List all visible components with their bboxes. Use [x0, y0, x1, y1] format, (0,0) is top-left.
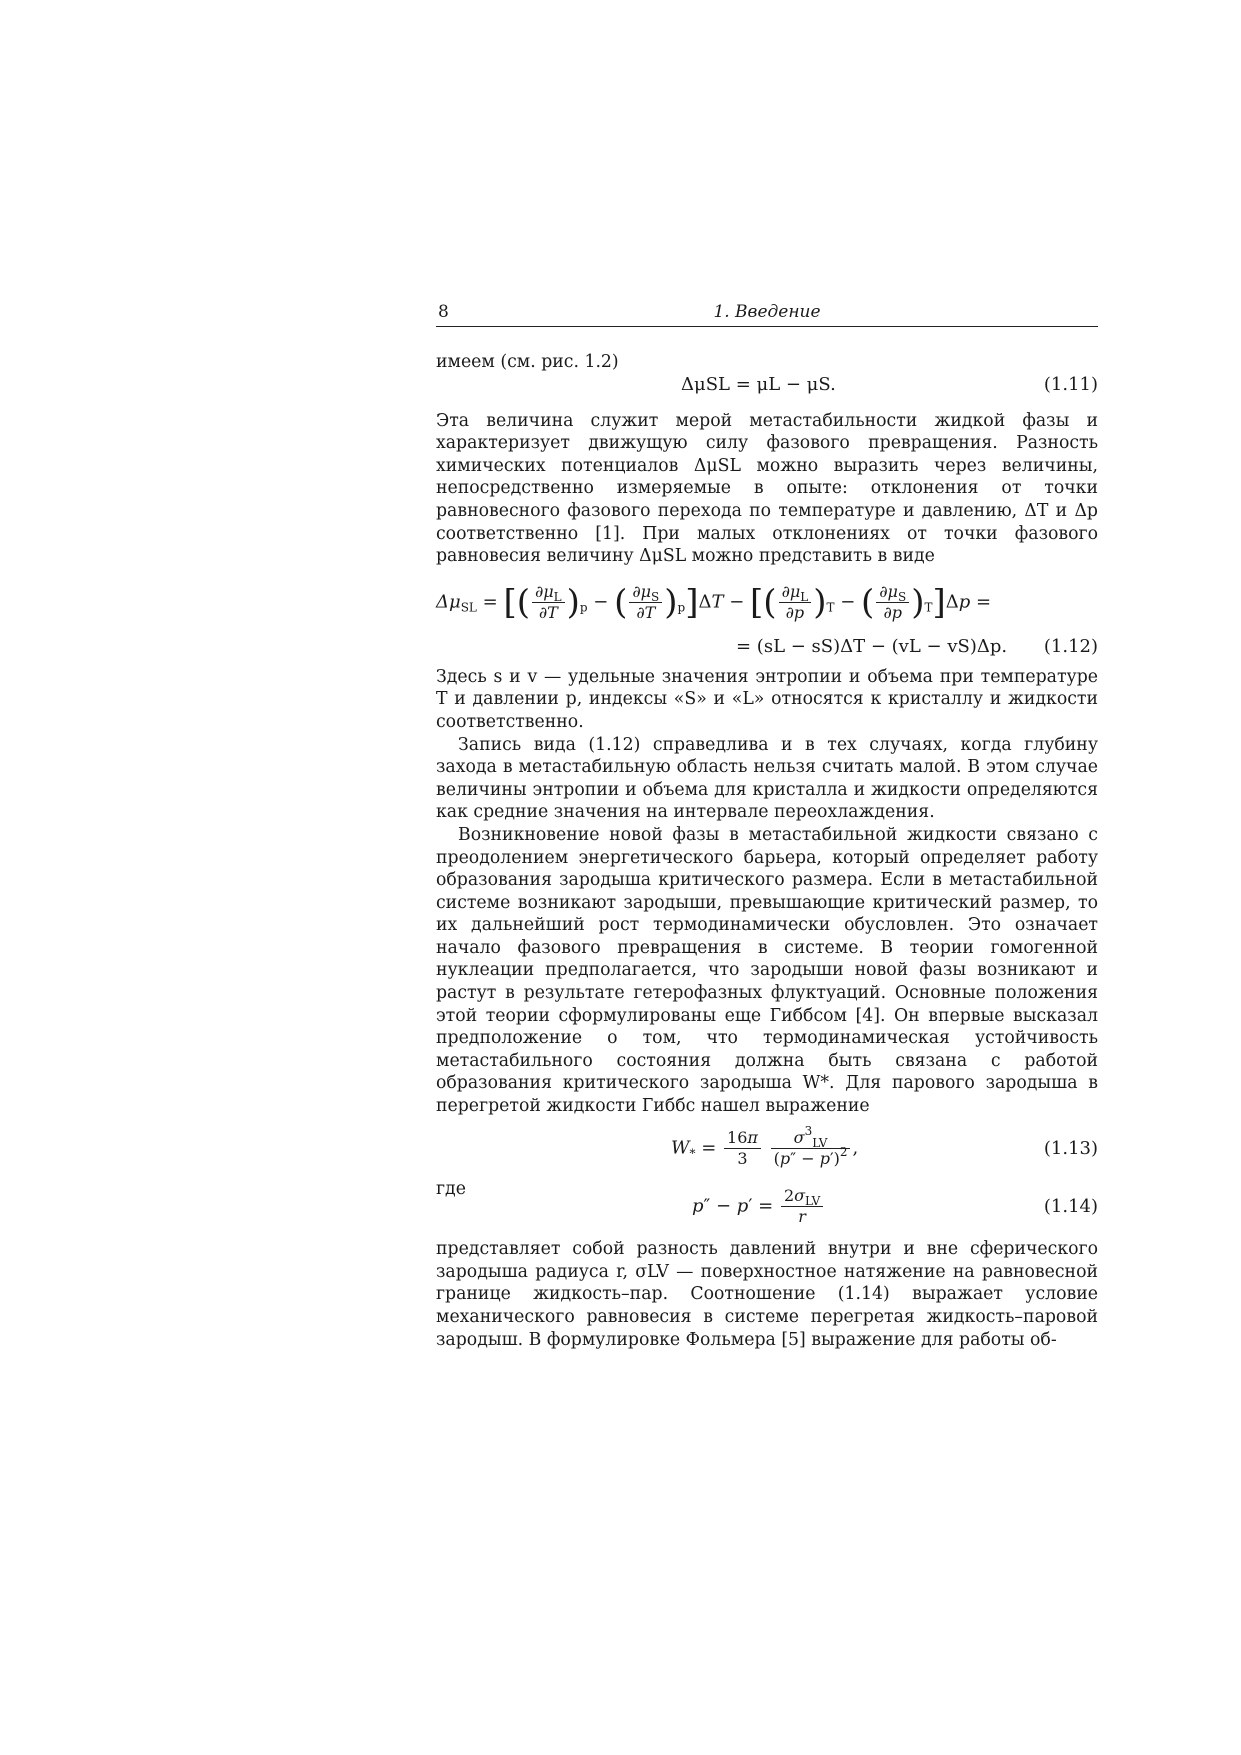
equation-1-12 — [436, 582, 1098, 662]
equation-1-13-body: $W_*$ = $\frac{16\pi}{3}$ $\frac{\sigma^3_{LV}}{(p'' - p')^2}$ , — [671, 1123, 859, 1168]
page — [436, 300, 1098, 1351]
paragraph-nucleation: Возникновение новой фазы в метастабильной жидкости связано с преодолением энергетического барьера, который определяет работу образования зародыша критического размера. Если в метастабильной системе возникают зародыши, превышающие критический размер, то их дальнейший рост термодинамически обусловлен. Это означает начало фазового превращения в системе. В теории гомогенной нуклеации предполагается, что зародыши новой фазы возникают и растут в результате гетерофазных флуктуаций. Основные положения этой теории сформулированы еще Гиббсом [4]. Он впервые высказал предположение о том, что термодинамическая устойчивость метастабильного состояния должна быть связана с работой образования критического зародыша W*. Для парового зародыша в перегретой жидкости Гиббс нашел выражение — [436, 824, 1098, 1117]
paragraph-validity: Запись вида (1.12) справедлива и в тех случаях, когда глубину захода в метастабильную область нельзя считать малой. В этом случае величины энтропии и объема для кристалла и жидкости определяются как средние значения на интервале переохлаждения. — [436, 734, 1098, 823]
paragraph-metastability: Эта величина служит мерой метастабильности жидкой фазы и характеризует движущую силу фазового превращения. Разность химических потенциалов ΔμSL можно выразить через величины, непосредственно измеряемые в опыте: отклонения от точки равновесного фазового перехода по температуре и давлению, ΔT и Δp соответственно [1]. При малых отклонениях от точки фазового равновесия величину ΔμSL можно представить в виде — [436, 410, 1098, 567]
paragraph-definitions: Здесь s и v — удельные значения энтропии и объема при температуре T и давлении p, индексы «S» и «L» относятся к кристаллу и жидкости соответственно. — [436, 666, 1098, 732]
running-header — [436, 300, 1098, 327]
equation-1-12-tag: (1.12) — [1043, 635, 1098, 657]
equation-1-13-tag: (1.13) — [1043, 1137, 1098, 1159]
equation-1-14-tag: (1.14) — [1043, 1196, 1098, 1218]
equation-1-11-tag: (1.11) — [1043, 373, 1098, 395]
equation-1-14 — [436, 1186, 1098, 1230]
equation-1-12-line1: $\Delta\mu_{SL}$ = [( $\frac{\partial\mu_L}{\partial T}$ )$_p$ − ( $\frac{\partial\mu_S}{\partial T}$ )$_p]\Delta T$ − [( $\frac{\partial\mu_L}{\partial p}$ )$_T$ − ( $\frac{\partial\mu_S}{\partial p}$ )$_T]\Delta p$ = — [436, 581, 992, 623]
equation-1-13 — [436, 1123, 1098, 1178]
equation-1-11 — [436, 374, 1098, 404]
page-number: 8 — [438, 302, 449, 322]
equation-1-12-line2: = (sL − sS)ΔT − (vL − vS)Δp. — [736, 635, 1008, 657]
paragraph-pressure-difference: представляет собой разность давлений внутри и вне сферического зародыша радиуса r, σLV — поверхностное натяжение на равновесной границе жидкость–пар. Соотношение (1.14) выражает условие механического равновесия в системе перегретая жидкость–паровой зародыш. В формулировке Фольмера [5] выражение для работы об- — [436, 1239, 1098, 1350]
paragraph-intro: имеем (см. рис. 1.2) — [436, 352, 619, 372]
chapter-title: 1. Введение — [713, 302, 821, 322]
equation-1-11-body: ΔμSL = μL − μS. — [681, 373, 836, 395]
equation-1-14-body: p″ − p′ = $\frac{2\sigma_{LV}}{r}$ — [692, 1186, 825, 1227]
paragraph-where: где — [436, 1178, 466, 1199]
